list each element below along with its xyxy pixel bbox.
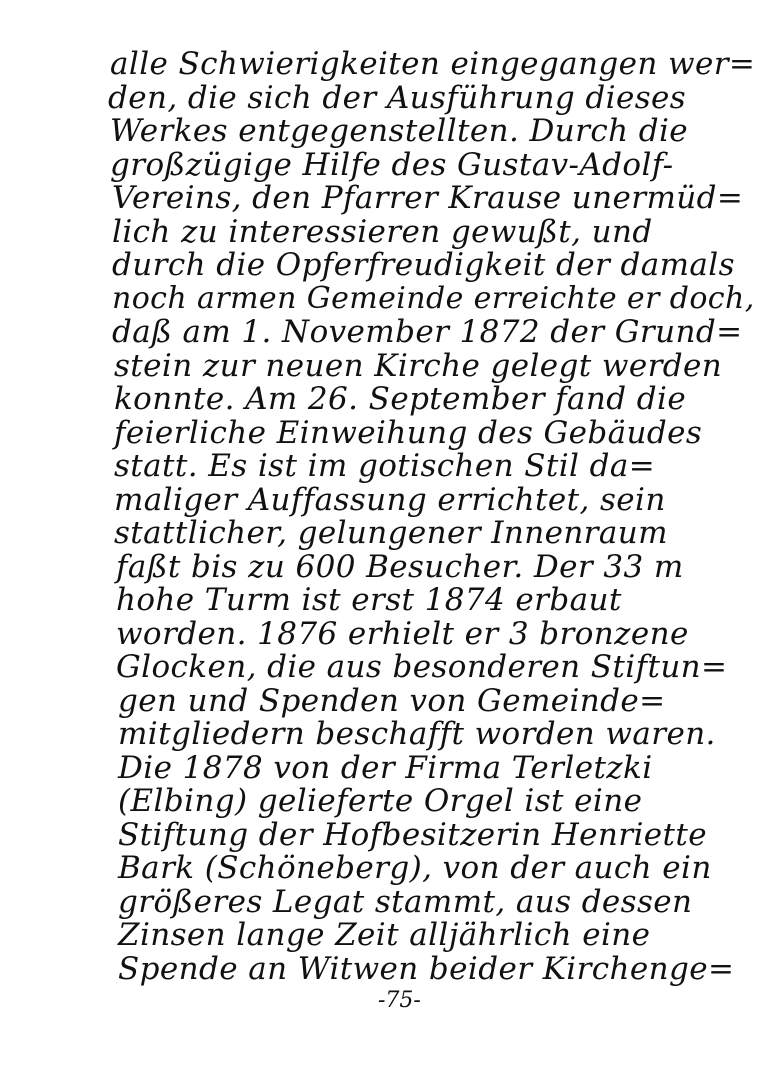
text-line: gen und Spenden von Gemeinde= (118, 682, 666, 719)
text-line: noch armen Gemeinde erreichte er doch, (112, 280, 755, 316)
text-line: maliger Auffassung errichtet, sein (114, 481, 666, 518)
text-line: durch die Opferfreudigkeit der damals (112, 247, 735, 283)
text-line: feierliche Einweihung des Gebäudes (114, 414, 703, 451)
text-line: stein zur neuen Kirche gelegt werden (114, 347, 723, 384)
text-line: daß am 1. November 1872 der Grund= (112, 314, 743, 350)
text-line: statt. Es ist im gotischen Stil da= (114, 448, 656, 484)
page-number: -75- (378, 988, 421, 1013)
text-line: hohe Turm ist erst 1874 erbaut (116, 582, 622, 618)
text-line: mitgliedern beschafft worden waren. (118, 716, 716, 752)
text-line: faßt bis zu 600 Besucher. Der 33 m (116, 548, 684, 585)
text-line: stattlicher, gelungener Innenraum (114, 515, 668, 551)
text-line: Spende an Witwen beider Kirchenge= (118, 950, 735, 987)
text-line: Stiftung der Hofbesitzerin Henriette (118, 816, 707, 853)
text-line: großzügige Hilfe des Gustav-Adolf- (110, 146, 674, 183)
text-line: Vereins, den Pfarrer Krause unermüd= (112, 180, 744, 216)
text-line: Zinsen lange Zeit alljährlich eine (118, 917, 651, 953)
text-line: alle Schwierigkeiten eingegangen wer= (110, 46, 756, 82)
text-line: Glocken, die aus besonderen Stiftun= (116, 649, 728, 685)
text-line: konnte. Am 26. September fand die (114, 381, 687, 417)
text-line: (Elbing) gelieferte Orgel ist eine (118, 783, 643, 819)
text-line: Werkes entgegenstellten. Durch die (110, 113, 689, 149)
text-line: größeres Legat stammt, aus dessen (118, 883, 693, 920)
text-line: lich zu interessieren gewußt, und (112, 213, 653, 250)
text-line: worden. 1876 erhielt er 3 bronzene (116, 615, 689, 652)
text-line: Bark (Schöneberg), von der auch ein (118, 850, 712, 886)
text-line: den, die sich der Ausführung dieses (108, 79, 687, 116)
text-line: Die 1878 von der Firma Terletzki (118, 749, 653, 786)
